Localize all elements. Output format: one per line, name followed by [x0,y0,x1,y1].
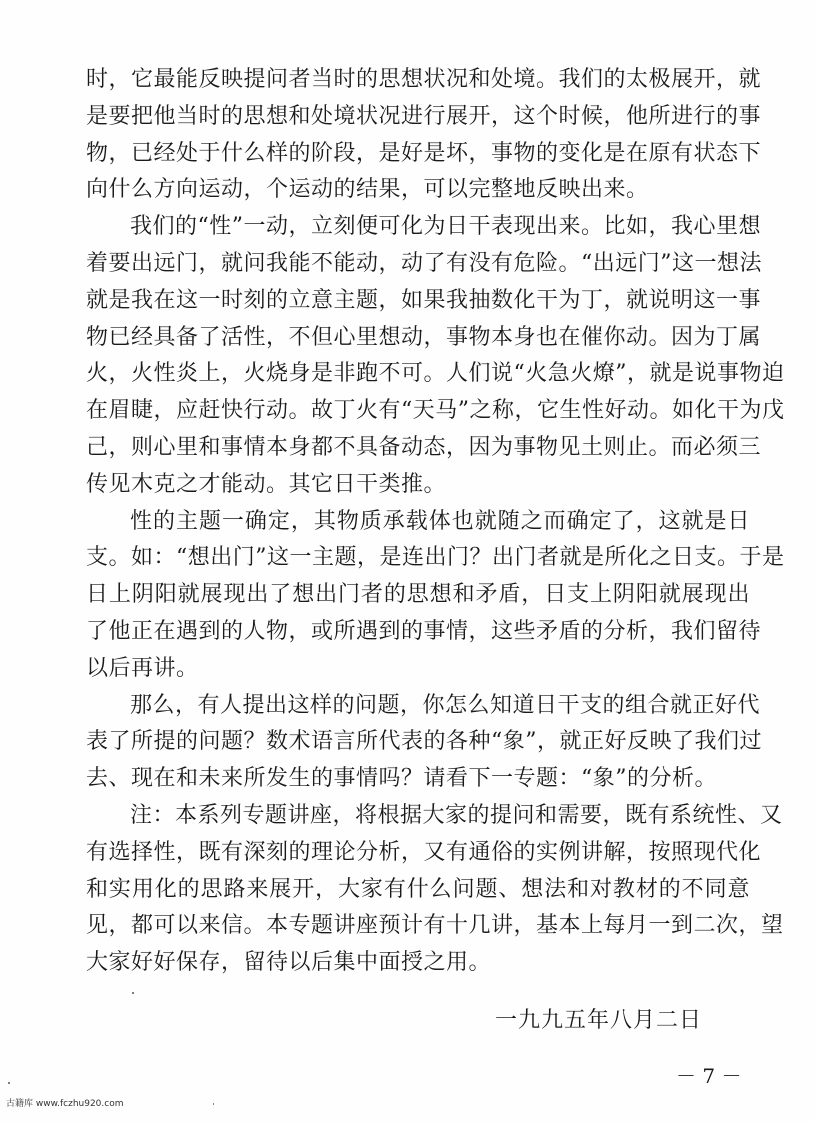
text-line: 向什么方向运动，个运动的结果，可以完整地反映出来。 [86,177,649,203]
text-line: 表了所提的问题？数术语言所代表的各种“象”，就正好反映了我们过 [86,729,762,755]
note-line: 有选择性，既有深刻的理论分析，又有通俗的实例讲解，按照现代化 [86,839,762,865]
note-line: 见，都可以来信。本专题讲座预计有十几讲，基本上每月一到二次，望 [86,913,784,939]
note-line: 和实用化的思路来展开，大家有什么问题、想法和对教材的不同意 [86,876,750,902]
text-line: 性的主题一确定，其物质承载体也就随之而确定了，这就是日 [130,508,750,534]
page-number: － 7 － [676,1064,742,1088]
text-line: 那么，有人提出这样的问题，你怎么知道日干支的组合就正好代 [130,692,761,718]
body-text [86,62,785,982]
text-line: 以后再讲。 [86,655,199,681]
text-line: 是要把他当时的思想和处境状况进行展开，这个时候，他所进行的事 [86,103,762,129]
scan-speck [8,1082,10,1084]
text-line: 支。如：“想出门”这一主题，是连出门？出门者就是所化之日支。于是 [86,545,785,571]
note-line: 大家好好保存，留待以后集中面授之用。 [86,950,492,976]
note-line: 注：本系列专题讲座，将根据大家的提问和需要，既有系统性、又 [130,802,783,828]
text-line: 时，它最能反映提问者当时的思想状况和处境。我们的太极展开，就 [86,67,762,92]
site-watermark: 古籍库 www.fczhu920.com [6,1099,124,1109]
text-line: 己，则心里和事情本身都不具备动态，因为事物见土则止。而必须三 [86,434,762,460]
text-line: 物已经具备了活性，不但心里想动，事物本身也在催你动。因为丁属 [86,324,762,350]
scan-speck [213,1103,214,1105]
text-line: 去、现在和未来所发生的事情吗？请看下一专题：“象”的分析。 [86,766,717,792]
text-line: 物，已经处于什么样的阶段，是好是坏，事物的变化是在原有状态下 [86,140,762,166]
text-line: 我们的“性”一动，立刻便可化为日干表现出来。比如，我心里想 [130,214,761,240]
text-line: 火，火性炎上，火烧身是非跑不可。人们说“火急火燎”，就是说事物迫 [86,361,785,387]
text-line: 着要出远门，就问我能不能动，动了有没有危险。“出远门”这一想法 [86,250,762,276]
scan-speck [132,992,134,994]
text-line: 日上阴阳就展现出了想出门者的思想和矛盾，日支上阴阳就展现出 [86,582,750,608]
document-date: 一九九五年八月二日 [495,1008,703,1033]
text-line: 在眉睫，应赶快行动。故丁火有“天马”之称，它生性好动。如化干为戊 [86,398,785,424]
text-line: 就是我在这一时刻的立意主题，如果我抽数化干为丁，就说明这一事 [86,287,762,313]
text-line: 传见木克之才能动。其它日干类推。 [86,471,447,497]
text-line: 了他正在遇到的人物，或所遇到的事情，这些矛盾的分析，我们留待 [86,618,762,644]
